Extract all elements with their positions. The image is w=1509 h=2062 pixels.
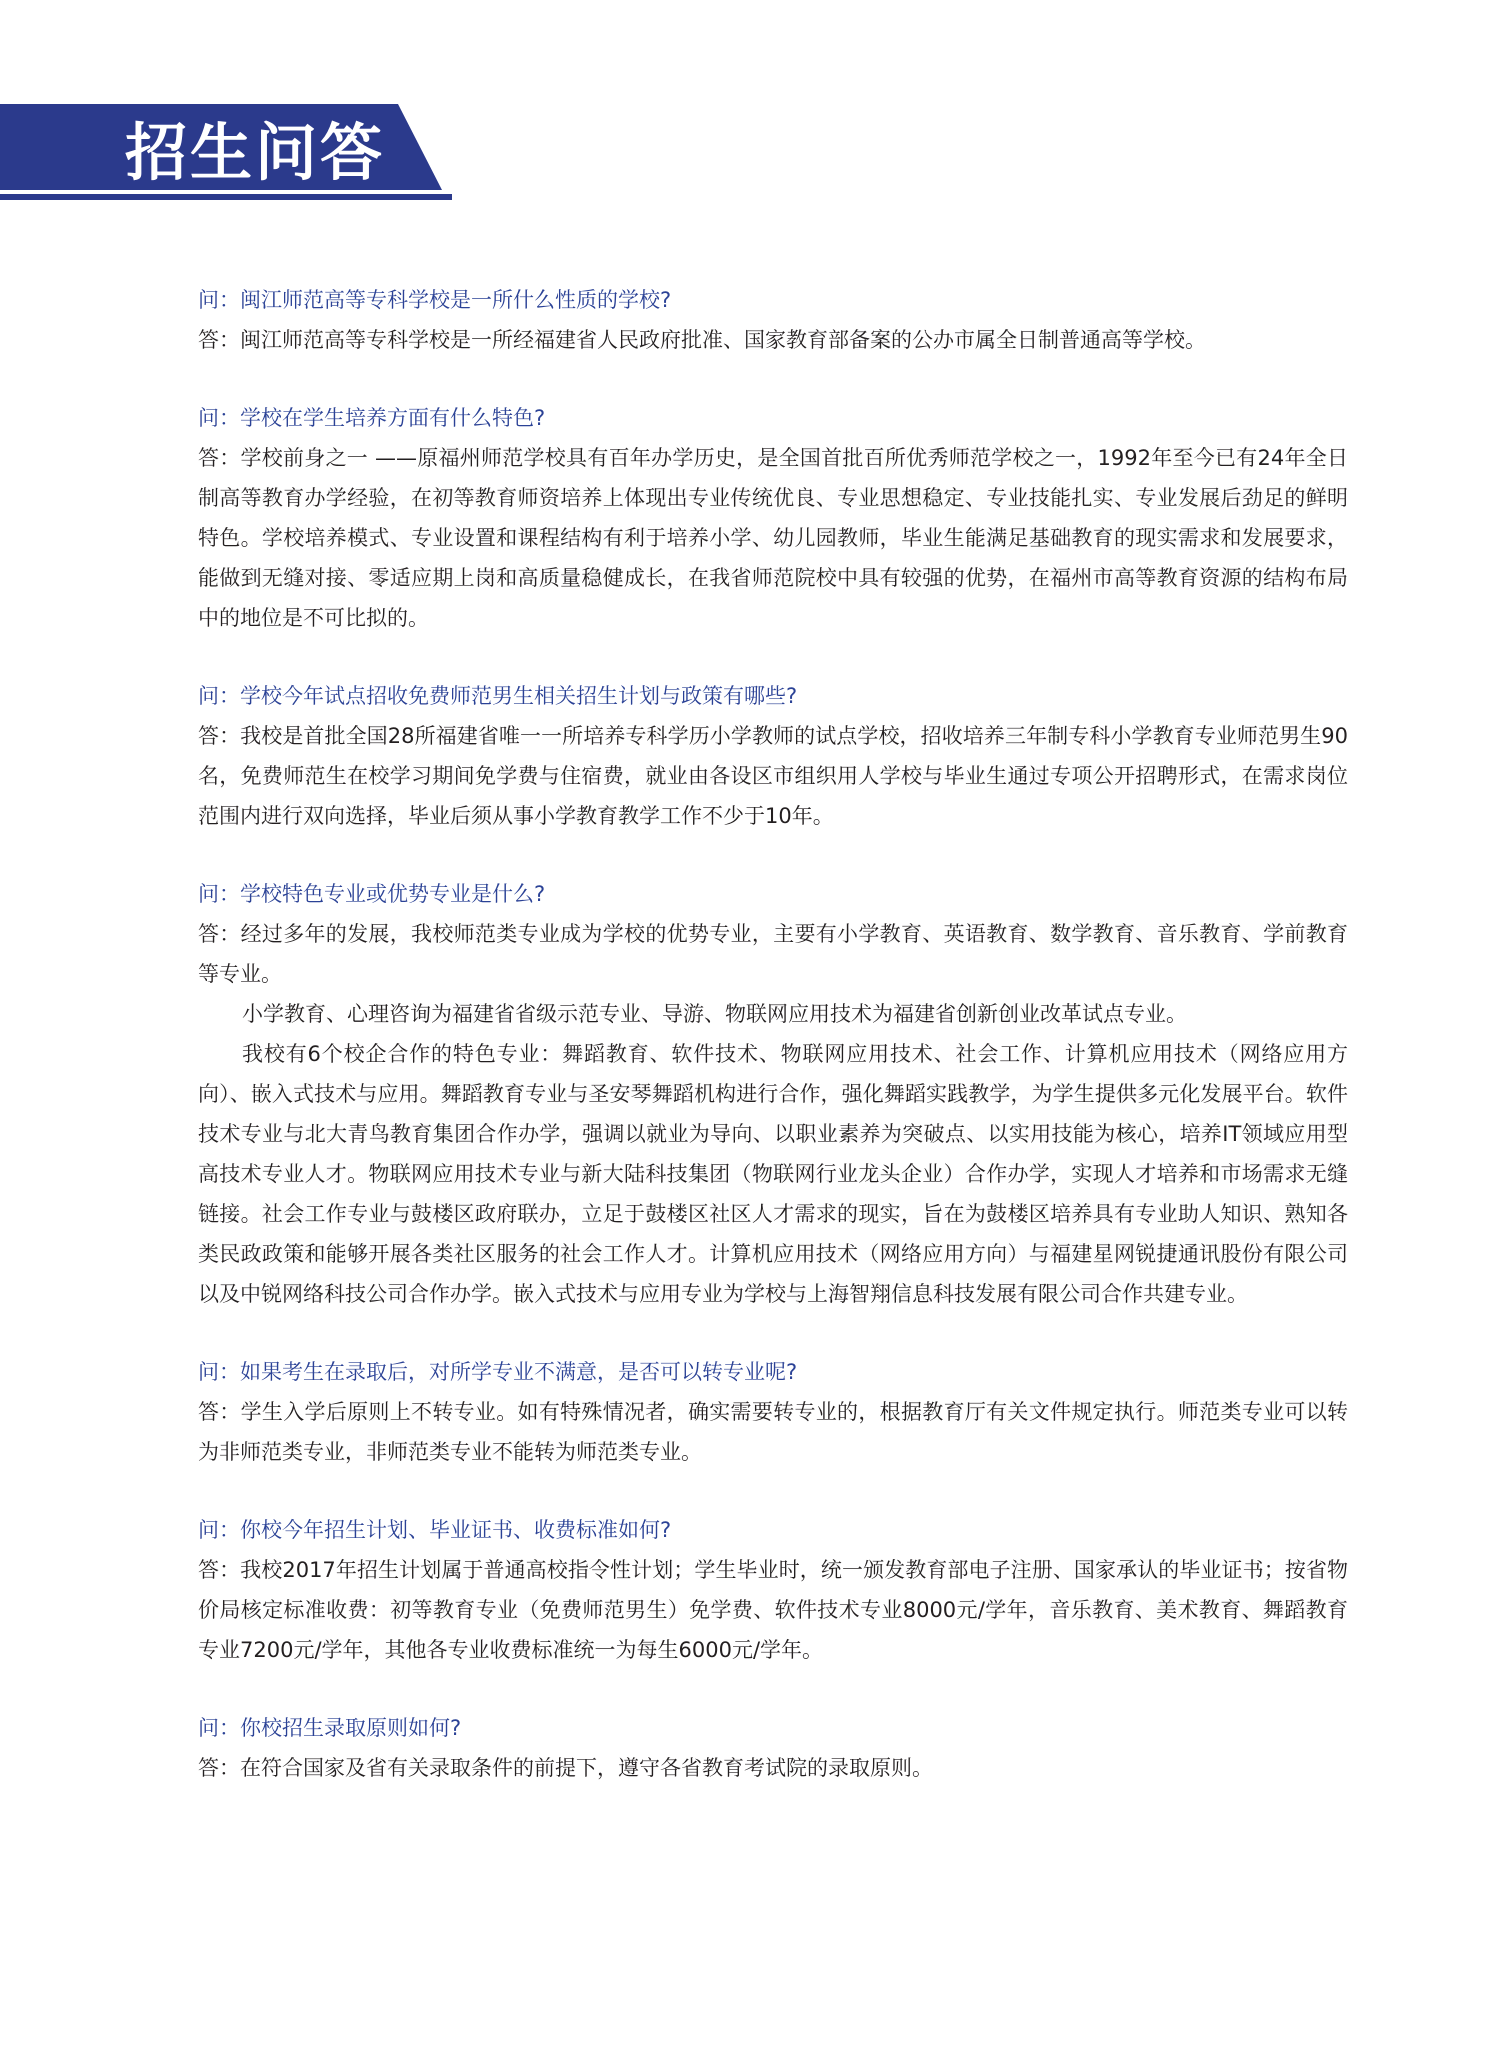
question: 问：学校今年试点招收免费师范男生相关招生计划与政策有哪些? [198,684,798,708]
question: 问：如果考生在录取后，对所学专业不满意，是否可以转专业呢? [198,1360,798,1384]
answer: 答：我校2017年招生计划属于普通高校指令性计划；学生毕业时，统一颁发教育部电子注册、国家承认的毕业证书；按省物价局核定标准收费：初等教育专业（免费师范男生）免学费、软件技术专业8000元/学年，音乐教育、美术教育、舞蹈教育专业7200元/学年，其他各专业收费标准统一为每生6000元/学年。 [198,1558,1348,1662]
question: 问：学校在学生培养方面有什么特色? [198,406,546,430]
answer: 答：我校是首批全国28所福建省唯一一所培养专科学历小学教师的试点学校，招收培养三年制专科小学教育专业师范男生90名，免费师范生在校学习期间免学费与住宿费，就业由各设区市组织用人学校与毕业生通过专项公开招聘形式，在需求岗位范围内进行双向选择，毕业后须从事小学教育教学工作不少于10年。 [198,724,1348,828]
answer: 答：学生入学后原则上不转专业。如有特殊情况者，确实需要转专业的，根据教育厅有关文件规定执行。师范类专业可以转为非师范类专业，非师范类专业不能转为师范类专业。 [198,1400,1348,1464]
qa-item-plan-fees [198,1510,1348,1670]
answer-paragraph: 我校有6个校企合作的特色专业：舞蹈教育、软件技术、物联网应用技术、社会工作、计算机应用技术（网络应用方向）、嵌入式技术与应用。舞蹈教育专业与圣安琴舞蹈机构进行合作，强化舞蹈实践教学，为学生提供多元化发展平台。软件技术专业与北大青鸟教育集团合作办学，强调以就业为导向、以职业素养为突破点、以实用技能为核心，培养IT领域应用型高技术专业人才。物联网应用技术专业与新大陆科技集团（物联网行业龙头企业）合作办学，实现人才培养和市场需求无缝链接。社会工作专业与鼓楼区政府联办，立足于鼓楼区社区人才需求的现实，旨在为鼓楼区培养具有专业助人知识、熟知各类民政政策和能够开展各类社区服务的社会工作人才。计算机应用技术（网络应用方向）与福建星网锐捷通讯股份有限公司以及中锐网络科技公司合作办学。嵌入式技术与应用专业为学校与上海智翔信息科技发展有限公司合作共建专业。 [198,1042,1348,1306]
answer: 答：学校前身之一 ——原福州师范学校具有百年办学历史，是全国首批百所优秀师范学校之一，1992年至今已有24年全日制高等教育办学经验，在初等教育师资培养上体现出专业传统优良、专业思想稳定、专业技能扎实、专业发展后劲足的鲜明特色。学校培养模式、专业设置和课程结构有利于培养小学、幼儿园教师，毕业生能满足基础教育的现实需求和发展要求，能做到无缝对接、零适应期上岗和高质量稳健成长，在我省师范院校中具有较强的优势，在福州市高等教育资源的结构布局中的地位是不可比拟的。 [198,446,1348,630]
qa-list [198,280,1348,1826]
answer: 答：闽江师范高等专科学校是一所经福建省人民政府批准、国家教育部备案的公办市属全日制普通高等学校。 [198,328,1206,352]
qa-item-nature [198,280,1348,360]
answer-paragraph: 小学教育、心理咨询为福建省省级示范专业、导游、物联网应用技术为福建省创新创业改革试点专业。 [242,1002,1187,1026]
question: 问：你校招生录取原则如何? [198,1716,462,1740]
qa-item-features [198,398,1348,638]
page-title: 招生问答 [125,116,386,189]
question: 问：闽江师范高等专科学校是一所什么性质的学校? [198,288,672,312]
qa-item-transfer [198,1352,1348,1472]
question: 问：你校今年招生计划、毕业证书、收费标准如何? [198,1518,672,1542]
question: 问：学校特色专业或优势专业是什么? [198,882,546,906]
qa-item-free-program [198,676,1348,836]
answer: 答：经过多年的发展，我校师范类专业成为学校的优势专业，主要有小学教育、英语教育、数学教育、音乐教育、学前教育等专业。 [198,922,1348,986]
qa-item-admission [198,1708,1348,1788]
answer: 答：在符合国家及省有关录取条件的前提下，遵守各省教育考试院的录取原则。 [198,1756,933,1780]
qa-item-majors [198,874,1348,1314]
